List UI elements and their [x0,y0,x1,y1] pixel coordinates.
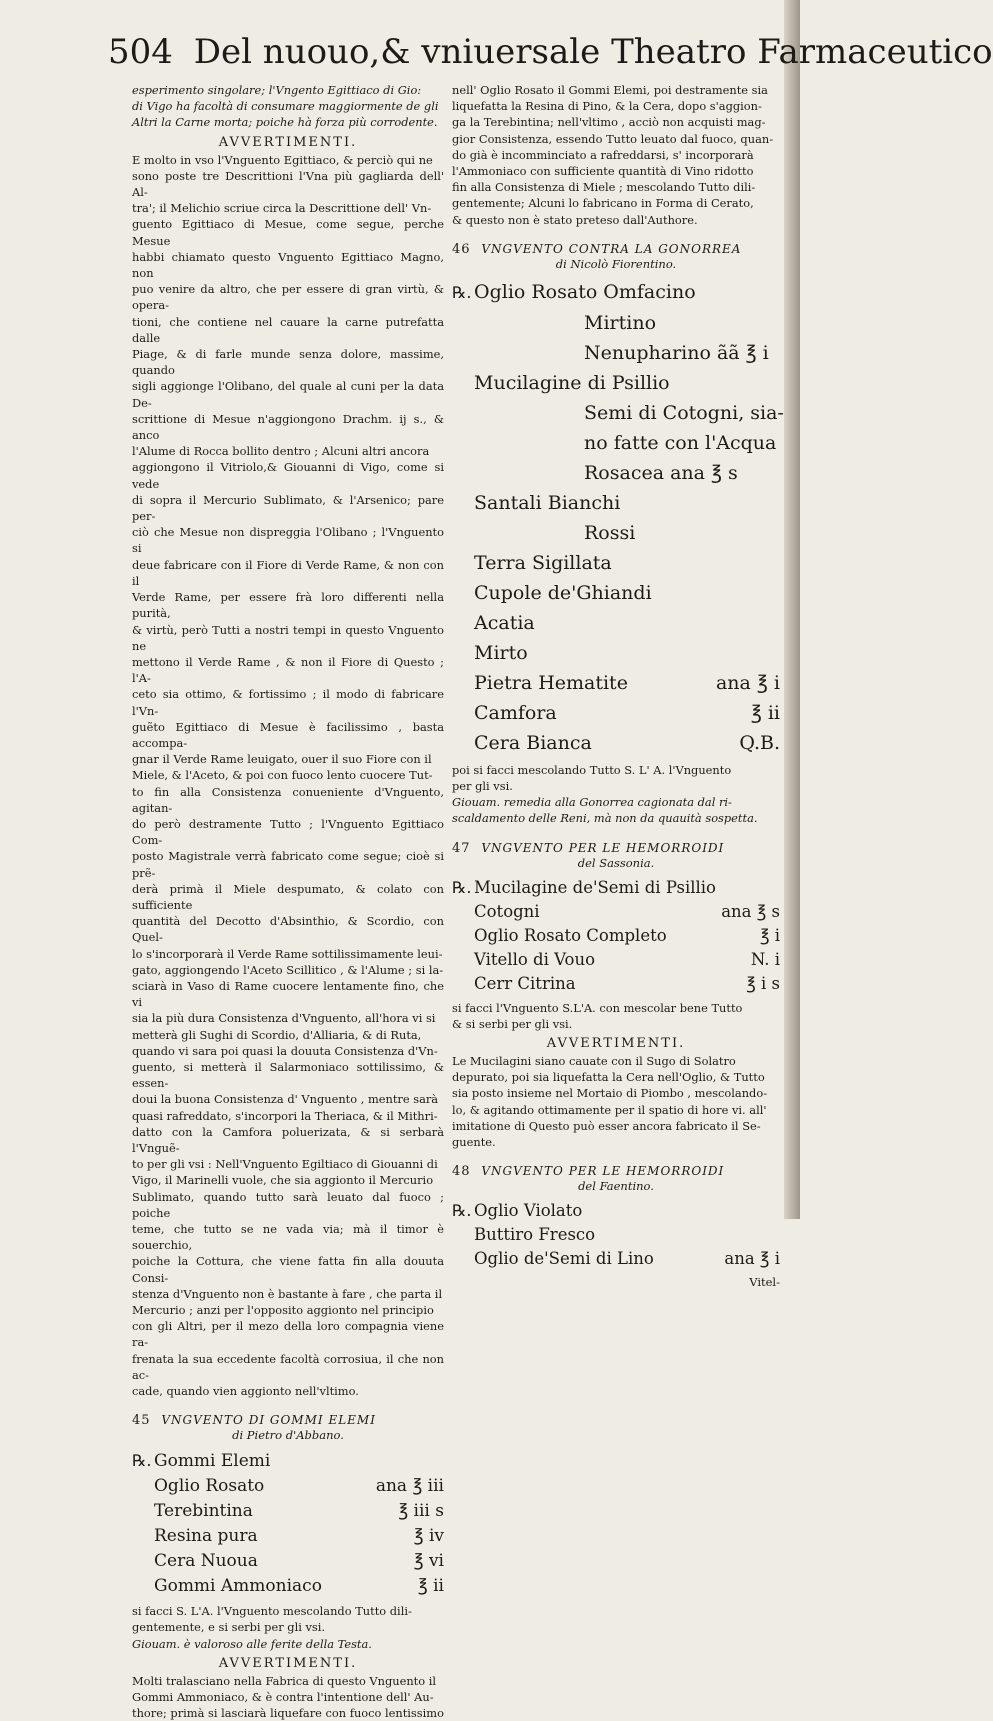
text-line: per gli vsi. [452,779,513,794]
ingredient-quantity: ℥ iv [413,1526,444,1547]
ingredient-name: Semi di Cotogni, sia- [584,401,784,424]
text-line: datto con la Camfora poluerizata, & si serbarà l'Vnguẽ- [132,1124,444,1155]
ingredient-name: Vitello di Vouo [474,949,596,969]
recipe-number: 48 [452,1164,471,1180]
ingredient-quantity: ℥ ii [750,701,780,724]
recipe-number: 45 [132,1413,151,1429]
ingredient-name: Rossi [584,521,636,544]
text-line: depurato, poi sia liquefatta la Cera nell'Oglio, & Tutto [452,1070,765,1085]
text-line: Miele, & l'Aceto, & poi con fuoco lento cuocere Tut- [132,768,433,783]
text-line: Giouam. remedia alla Gonorrea cagionata dal ri- [452,795,732,810]
ingredient-row [452,876,780,900]
recipe-ingredients [132,1448,444,1599]
text-line: poiche la Cottura, che viene fatta fin alla douuta Consi- [132,1254,444,1285]
ingredient-name: Cera Nuoua [154,1551,258,1572]
ingredient-row [452,488,780,518]
ingredient-row [132,1474,444,1499]
recipe-author: di Pietro d'Abbano. [232,1428,344,1443]
text-line: lo s'incorporarà il Verde Rame sottilissimamente leui- [132,946,443,961]
text-line: deue fabricare con il Fiore di Verde Rame, & non con il [132,557,444,588]
recipe-author: di Nicolò Fiorentino. [555,256,677,271]
page-number: 504 [108,32,173,72]
text-line: l'Alume di Rocca bollito dentro ; Alcuni altri ancora [132,444,430,459]
text-line: to per gli vsi : Nell'Vnguento Egiltiaco di Giouanni di [132,1157,438,1172]
recipe-ingredients [452,876,780,996]
avvertimenti-text [452,1053,780,1150]
text-line: quasi rafreddato, s'incorpori la Theriaca, & il Mithri- [132,1108,438,1123]
recipe-ingredients [452,277,784,758]
text-line: imitatione di Questo può esser ancora fabricato il Se- [452,1118,761,1133]
ingredient-quantity: ana ℥ s [721,901,780,921]
ingredient-name: Camfora [474,701,557,724]
section-heading-avvertimenti: AVVERTIMENTI. [218,134,358,150]
ingredient-row [132,1499,444,1524]
ingredient-row [452,458,780,488]
text-line: derà primà il Miele despumato, & colato con sufficiente [132,881,444,912]
ingredient-quantity: ℥ ii [417,1576,444,1597]
text-line: gato, aggiongendo l'Aceto Scillitico , & l'Alume ; si la- [132,962,444,977]
text-line: Gommi Ammoniaco, & è contra l'intentione dell' Au- [132,1690,434,1705]
ingredient-quantity: ℥ iii s [398,1501,444,1522]
text-line: liquefatta la Resina di Pino, & la Cera, dopo s'aggion- [452,99,762,114]
text-line: posto Magistrale verrà fabricato come segue; cioè si prẽ- [132,849,444,880]
ingredient-row [452,578,780,608]
recipe-author: del Sassonia. [577,855,655,870]
ingredient-name: Oglio Rosato Omfacino [474,280,696,303]
text-line: puo venire da altro, che per essere di gran virtù, & opera- [132,282,444,313]
ingredient-row [452,1199,780,1223]
ingredient-row [452,638,780,668]
ingredient-name: Buttiro Fresco [474,1225,596,1245]
ingredient-row [452,338,780,368]
recipe-title [452,242,780,257]
recipe-ingredients [452,1199,780,1271]
recipe-title [452,841,780,856]
ingredient-name: Mucilagine de'Semi di Psillio [474,877,716,897]
text-line: di sopra il Mercurio Sublimato, & l'Arsenico; pare per- [132,492,444,524]
ingredient-name: Mirtino [584,311,657,334]
ingredient-quantity: ana ℥ i [715,671,780,694]
recipe-symbol: ℞. [132,1451,152,1471]
running-title: Del nuouo,& vniuersale Theatro Farmaceutico [193,32,993,72]
recipe-title-text: VNGVENTO DI GOMMI ELEMI [161,1413,376,1428]
ingredient-row [452,948,780,972]
ingredient-quantity: ana ℥ iii [375,1476,444,1497]
text-line: con gli Altri, per il mezo della loro compagnia viene ra- [132,1319,444,1350]
ingredient-row [452,972,780,996]
text-line: do però destramente Tutto ; l'Vnguento Egittiaco Com- [132,816,444,848]
ingredient-row [452,608,780,638]
text-line: Piage, & di farle munde senza dolore, massime, quando [132,347,444,378]
text-line: si facci l'Vnguento S.L'A. con mescolar bene Tutto [452,1000,743,1015]
text-line: guento, si metterà il Salarmoniaco sottilissimo, & essen- [132,1059,444,1091]
ingredient-row [452,900,780,924]
recipe-author: del Faentino. [578,1179,654,1194]
ingredient-name: Cera Bianca [474,731,592,754]
text-line: cade, quando vien aggionto nell'vltimo. [132,1384,359,1399]
text-line: teme, che tutto se ne vada via; mà il timor è souerchio, [132,1222,444,1253]
text-line: di Vigo ha facoltà di consumare maggiormente de gli [132,99,439,114]
ingredient-row [132,1448,444,1474]
text-line: gnar il Verde Rame leuigato, ouer il suo Fiore con il [132,752,432,767]
text-line: lo, & agitando ottimamente per il spatio di hore vi. all' [452,1102,767,1117]
text-line: l'Ammoniaco con sufficiente quantità di Vino ridotto [452,164,754,179]
text-line: si facci S. L'A. l'Vnguento mescolando Tutto dili- [132,1604,412,1619]
ingredient-row [452,277,780,308]
recipe-title [452,1164,780,1179]
recipe-instructions [452,1000,780,1032]
recipe-entry-48 [452,1164,780,1289]
recipe-instructions [132,1603,444,1635]
text-line: do già è incomminciato a rafreddarsi, s' incorporarà [452,147,754,162]
text-line: & si serbi per gli vsi. [452,1016,573,1031]
text-line: esperimento singolare; l'Vngento Egittiaco di Gio: [132,83,422,97]
ingredient-row [452,368,780,398]
text-line: gentemente, e si serbi per gli vsi. [132,1620,326,1635]
recipe-note [452,794,780,826]
text-line: sigli aggionge l'Olibano, del quale al cuni per la data De- [132,379,444,410]
page-header [108,26,993,78]
recipe-symbol: ℞. [452,282,472,302]
text-line: doui la buona Consistenza d' Vnguento , mentre sarà [132,1092,439,1107]
ingredient-row [452,308,780,338]
text-line: Molti tralasciano nella Fabrica di questo Vnguento il [132,1673,437,1688]
ingredient-row [452,924,780,948]
ingredient-row [132,1574,444,1599]
ingredient-name: Acatia [474,611,535,634]
recipe-instructions [452,762,780,794]
right-column [452,82,784,1290]
continuation-text [452,82,780,228]
text-line: quantità del Decotto d'Absinthio, & Scordio, con Quel- [132,914,444,945]
ingredient-row [452,1223,780,1247]
ingredient-quantity: ℥ i s [746,973,780,993]
text-line: stenza d'Vnguento non è bastante à fare , che parta il [132,1286,443,1301]
ingredient-row [452,698,780,728]
recipe-number: 46 [452,241,471,257]
text-line: & virtù, però Tutti a nostri tempi in questo Vnguento ne [132,622,444,653]
section-heading-avvertimenti: AVVERTIMENTI. [218,1655,358,1671]
ingredient-row [452,428,780,458]
ingredient-name: Cotogni [474,901,540,921]
ingredient-name: Oglio Rosato Completo [474,925,667,945]
recipe-title-text: VNGVENTO PER LE HEMORROIDI [481,1164,725,1179]
ingredient-name: Nenupharino ãã ℥ i [584,341,769,364]
text-line: gentemente; Alcuni lo fabricano in Forma di Cerato, [452,196,754,211]
avvertimenti-text [132,152,444,1400]
text-line: metterà gli Sughi di Scordio, d'Alliaria, & di Ruta, [132,1027,422,1042]
ingredient-row [452,518,780,548]
recipe-title [132,1413,444,1428]
text-line: guente. [452,1135,496,1150]
ingredient-name: Pietra Hematite [474,671,628,694]
text-line: tioni, che contiene nel cauare la carne putrefatta dalle [132,314,444,345]
text-line: aggiongono il Vitriolo,& Giouanni di Vigo, come si vede [132,460,444,491]
text-line: Mercurio ; anzi per l'opposito aggionto nel principio [132,1303,434,1318]
ingredient-row [452,1247,780,1271]
text-line: Altri la Carne morta; poiche hà forza più corrodente. [132,115,438,130]
ingredient-name: Mirto [474,641,528,664]
text-line: ceto sia ottimo, & fortissimo ; il modo di fabricare l'Vn- [132,687,444,718]
ingredient-name: Mucilagine di Psillio [474,371,670,394]
text-line: quando vi sara poi quasi la douuta Consistenza d'Vn- [132,1043,438,1058]
text-line: thore; primà si lasciarà liquefare con fuoco lentissimo [132,1706,444,1721]
ingredient-quantity: ana ℥ i [724,1249,780,1269]
recipe-entry-46 [452,241,784,827]
text-line: Sublimato, quando tutto sarà leuato dal fuoco ; poiche [132,1189,444,1220]
ingredient-row [452,668,780,698]
left-column [132,82,444,1721]
text-line: to fin alla Consistenza conueniente d'Vnguento, agitan- [132,784,444,815]
ingredient-quantity: Q.B. [739,731,780,754]
recipe-title-text: VNGVENTO PER LE HEMORROIDI [481,840,725,855]
text-line: frenata la sua eccedente facoltà corrosiua, il che non ac- [132,1351,444,1382]
text-line: fin alla Consistenza di Miele ; mescolando Tutto dili- [452,180,756,195]
ingredient-name: Terebintina [154,1501,253,1522]
text-line: ga la Terebintina; nell'vltimo , acciò non acquisti mag- [452,115,766,130]
ingredient-name: Gommi Elemi [154,1451,271,1472]
ingredient-quantity: ℥ vi [413,1551,444,1572]
recipe-title-text: VNGVENTO CONTRA LA GONORREA [481,241,742,256]
ingredient-name: Terra Sigillata [474,551,612,574]
text-line: nell' Oglio Rosato il Gommi Elemi, poi destramente sia [452,83,768,97]
text-line: habbi chiamato questo Vnguento Egittiaco Magno, non [132,249,444,281]
page-edge-shadow [784,0,800,1219]
text-line: tra'; il Melichio scriue circa la Descrittione dell' Vn- [132,201,432,216]
recipe-note: Giouam. è valoroso alle ferite della Testa. [132,1636,372,1651]
text-line: Verde Rame, per essere frà loro differenti nella purità, [132,590,444,621]
text-line: sia la più dura Consistenza d'Vnguento, all'hora vi si [132,1011,436,1026]
ingredient-row [132,1549,444,1574]
section-heading-avvertimenti: AVVERTIMENTI. [546,1036,686,1052]
text-line: & questo non è stato preteso dall'Authore. [452,212,698,227]
ingredient-name: Rosacea ana ℥ s [584,461,738,484]
ingredient-name: Santali Bianchi [474,491,621,514]
ingredient-name: Gommi Ammoniaco [154,1576,322,1597]
text-line: guento Egittiaco di Mesue, come segue, perche Mesue [132,217,444,248]
text-line: scaldamento delle Reni, mà non da quauità sospetta. [452,811,758,826]
ingredient-quantity: N. i [750,949,780,969]
text-line: sia posto insieme nel Mortaio di Piombo , mescolando- [452,1086,768,1101]
ingredient-name: no fatte con l'Acqua [584,431,777,454]
intro-text [132,82,444,131]
ingredient-name: Cerr Citrina [474,973,576,993]
text-line: scrittione di Mesue n'aggiongono Drachm. ij s., & anco [132,411,444,443]
ingredient-row [452,728,780,758]
ingredient-name: Oglio Rosato [154,1476,265,1497]
recipe-number: 47 [452,840,471,856]
ingredient-row [132,1524,444,1549]
recipe-symbol: ℞. [452,877,472,897]
text-line: poi si facci mescolando Tutto S. L' A. l'Vnguento [452,762,732,777]
recipe-symbol: ℞. [452,1201,472,1221]
ingredient-name: Oglio de'Semi di Lino [474,1249,654,1269]
ingredient-quantity: ℥ i [759,925,780,945]
ingredient-row [452,548,780,578]
text-line: guẽto Egittiaco di Mesue è facilissimo , basta accompa- [132,719,444,750]
recipe-entry-47 [452,841,780,1032]
recipe-entry-45 [132,1413,444,1652]
avvertimenti-text [132,1673,444,1721]
text-line: gior Consistenza, essendo Tutto leuato dal fuoco, quan- [452,131,774,146]
ingredient-name: Oglio Violato [474,1201,583,1221]
text-line: sono poste tre Descrittioni l'Vna più gagliarda dell' Al- [132,168,444,200]
text-line: mettono il Verde Rame , & non il Fiore di Questo ; l'A- [132,654,444,686]
catchword: Vitel- [749,1275,780,1290]
text-line: E molto in vso l'Vnguento Egittiaco, & perciò qui ne [132,152,433,167]
text-line: ciò che Mesue non dispreggia l'Olibano ; l'Vnguento si [132,525,444,556]
text-line: Le Mucilagini siano cauate con il Sugo di Solatro [452,1054,736,1069]
ingredient-name: Resina pura [154,1526,258,1547]
text-line: sciarà in Vaso di Rame cuocere lentamente fino, che vi [132,978,444,1010]
ingredient-name: Cupole de'Ghiandi [474,581,652,604]
ingredient-row [452,398,784,428]
text-line: Vigo, il Marinelli vuole, che sia aggionto il Mercurio [132,1173,434,1188]
